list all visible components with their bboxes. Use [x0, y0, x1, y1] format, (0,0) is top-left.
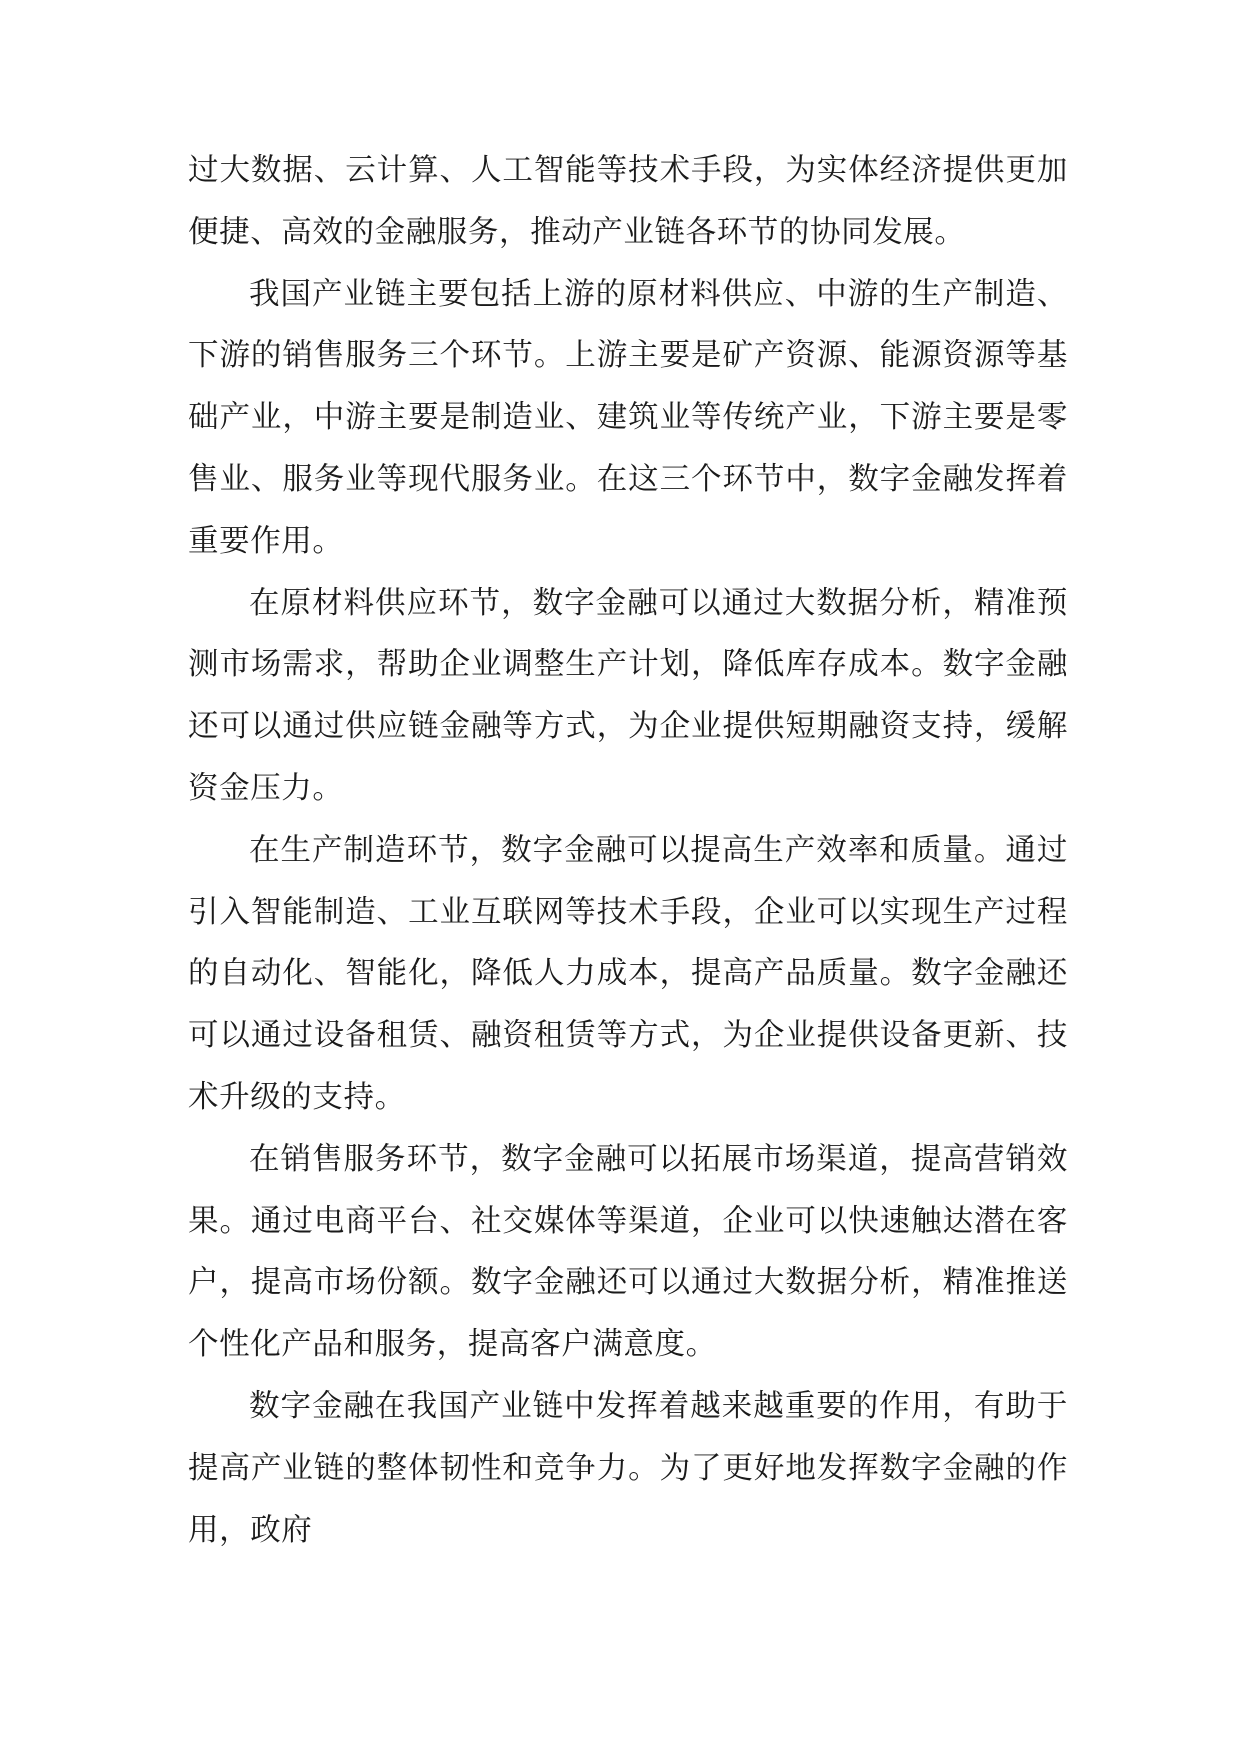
paragraph-3: 在原材料供应环节，数字金融可以通过大数据分析，精准预测市场需求，帮助企业调整生产计划，降低库存成本。数字金融还可以通过供应链金融等方式，为企业提供短期融资支持，缓解资金压力。 [188, 585, 1068, 806]
paragraph-2: 我国产业链主要包括上游的原材料供应、中游的生产制造、下游的销售服务三个环节。上游主要是矿产资源、能源资源等基础产业，中游主要是制造业、建筑业等传统产业，下游主要是零售业、服务业等现代服务业。在这三个环节中，数字金融发挥着重要作用。 [188, 276, 1068, 559]
paragraph-6: 数字金融在我国产业链中发挥着越来越重要的作用，有助于提高产业链的整体韧性和竞争力。为了更好地发挥数字金融的作用，政府 [188, 1388, 1068, 1548]
document-body [188, 140, 1068, 1561]
paragraph-4: 在生产制造环节，数字金融可以提高生产效率和质量。通过引入智能制造、工业互联网等技术手段，企业可以实现生产过程的自动化、智能化，降低人力成本，提高产品质量。数字金融还可以通过设备租赁、融资租赁等方式，为企业提供设备更新、技术升级的支持。 [188, 832, 1068, 1115]
paragraph-5: 在销售服务环节，数字金融可以拓展市场渠道，提高营销效果。通过电商平台、社交媒体等渠道，企业可以快速触达潜在客户，提高市场份额。数字金融还可以通过大数据分析，精准推送个性化产品和服务，提高客户满意度。 [188, 1141, 1068, 1363]
paragraph-1: 过大数据、云计算、人工智能等技术手段，为实体经济提供更加便捷、高效的金融服务，推动产业链各环节的协同发展。 [188, 153, 1068, 250]
